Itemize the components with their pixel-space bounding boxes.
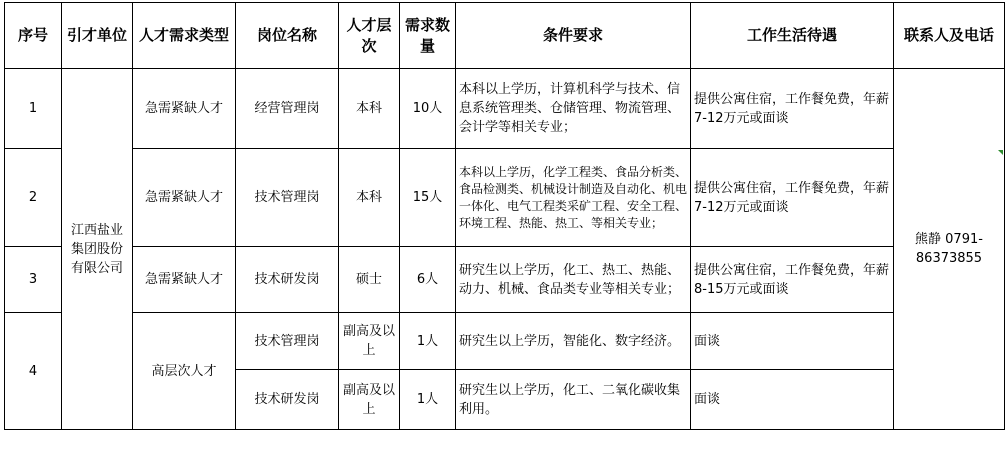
talent-type-cell: 急需紧缺人才 — [133, 247, 236, 313]
talent-type-cell: 高层次人才 — [133, 313, 236, 430]
header-count: 需求数量 — [400, 3, 456, 69]
requirements-cell: 本科以上学历，化学工程类、食品分析类、食品检测类、机械设计制造及自动化、机电一体化、电气工程类采矿工程、安全工程、环境工程、热能、热工、等相关专业； — [456, 149, 691, 247]
position-cell: 技术研发岗 — [236, 370, 339, 430]
contact-cell: 熊静 0791-86373855 — [894, 69, 1005, 430]
header-requirements: 条件要求 — [456, 3, 691, 69]
table-row — [5, 247, 1005, 313]
requirements-cell: 本科以上学历，计算机科学与技术、信息系统管理类、仓储管理、物流管理、会计学等相关专业； — [456, 69, 691, 149]
header-level: 人才层次 — [339, 3, 400, 69]
seq-cell: 4 — [5, 313, 62, 430]
level-cell: 副高及以上 — [339, 370, 400, 430]
seq-cell: 3 — [5, 247, 62, 313]
count-cell: 1人 — [400, 370, 456, 430]
count-cell: 1人 — [400, 313, 456, 370]
level-cell: 副高及以上 — [339, 313, 400, 370]
level-cell: 本科 — [339, 149, 400, 247]
position-cell: 技术管理岗 — [236, 149, 339, 247]
header-unit: 引才单位 — [62, 3, 133, 69]
table-row — [5, 149, 1005, 247]
benefits-cell: 提供公寓住宿，工作餐免费，年薪7-12万元或面谈 — [691, 69, 894, 149]
header-position: 岗位名称 — [236, 3, 339, 69]
seq-cell: 1 — [5, 69, 62, 149]
count-cell: 15人 — [400, 149, 456, 247]
benefits-cell: 提供公寓住宿，工作餐免费，年薪8-15万元或面谈 — [691, 247, 894, 313]
header-seq: 序号 — [5, 3, 62, 69]
requirements-cell: 研究生以上学历，化工、热工、热能、动力、机械、食品类专业等相关专业； — [456, 247, 691, 313]
talent-type-cell: 急需紧缺人才 — [133, 69, 236, 149]
cell-comment-marker — [998, 150, 1003, 155]
header-benefits: 工作生活待遇 — [691, 3, 894, 69]
benefits-cell: 提供公寓住宿，工作餐免费，年薪7-12万元或面谈 — [691, 149, 894, 247]
header-row — [5, 3, 1005, 69]
count-cell: 6人 — [400, 247, 456, 313]
table-row — [5, 69, 1005, 149]
unit-cell: 江西盐业集团股份有限公司 — [62, 69, 133, 430]
count-cell: 10人 — [400, 69, 456, 149]
requirements-cell: 研究生以上学历，化工、二氧化碳收集利用。 — [456, 370, 691, 430]
position-cell: 经营管理岗 — [236, 69, 339, 149]
recruitment-table — [4, 2, 1005, 430]
benefits-cell: 面谈 — [691, 370, 894, 430]
table-row — [5, 313, 1005, 370]
requirements-cell: 研究生以上学历，智能化、数字经济。 — [456, 313, 691, 370]
header-contact: 联系人及电话 — [894, 3, 1005, 69]
position-cell: 技术管理岗 — [236, 313, 339, 370]
header-talent-type: 人才需求类型 — [133, 3, 236, 69]
talent-type-cell: 急需紧缺人才 — [133, 149, 236, 247]
level-cell: 本科 — [339, 69, 400, 149]
seq-cell: 2 — [5, 149, 62, 247]
position-cell: 技术研发岗 — [236, 247, 339, 313]
benefits-cell: 面谈 — [691, 313, 894, 370]
level-cell: 硕士 — [339, 247, 400, 313]
